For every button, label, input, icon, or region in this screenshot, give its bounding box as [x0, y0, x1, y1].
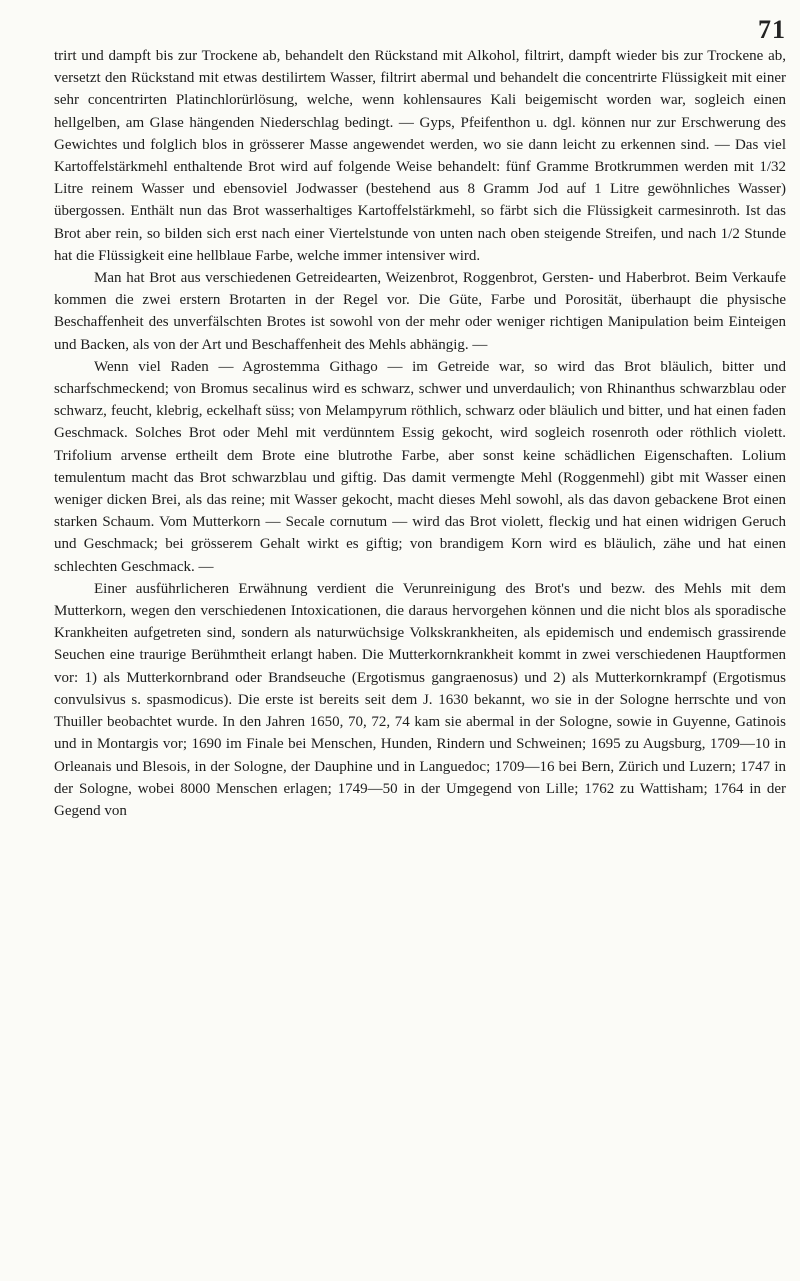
paragraph: trirt und dampft bis zur Trockene ab, behandelt den Rückstand mit Alkohol, filtrirt, dampft wieder bis zur Trockene ab, versetzt den Rückstand mit etwas destilirtem Wasser, filtrirt abermal und behandelt die concentrirte Flüssigkeit mit einer sehr concentrirten Platinchlorürlösung, welche, wenn kohlensaures Kali beigemischt worden war, sogleich einen hellgelben, am Glase hängenden Niederschlag bedingt. — Gyps, Pfeifenthon u. dgl. können nur zur Erschwerung des Gewichtes und folglich blos in grösserer Masse angewendet werden, wo sie dann leicht zu erkennen sind. — Das viel Kartoffelstärkmehl enthaltende Brot wird auf folgende Weise behandelt: fünf Gramme Brotkrummen werden mit 1/32 Litre reinem Wasser und ebensoviel Jodwasser (bestehend aus 8 Gramm Jod auf 1 Litre gewöhnliches Wasser) übergossen. Enthält nun das Brot wasserhaltiges Kartoffelstärkmehl, so färbt sich die Flüssigkeit carmesinroth. Ist das Brot aber rein, so bilden sich erst nach einer Viertelstunde von unten nach oben steigende Streifen, und nach 1/2 Stunde hat die Flüssigkeit eine hellblaue Farbe, welche immer intensiver wird.	[54, 48, 786, 264]
paragraph: Einer ausführlicheren Erwähnung verdient die Verunreinigung des Brot's und bezw. des Mehls mit dem Mutterkorn, wegen den verschiedenen Intoxicationen, die daraus hervorgehen können und die nicht blos als sporadische Krankheiten aufgetreten sind, sondern als naturwüchsige Volkskrankheiten, als epidemisch und endemisch grassirende Seuchen eine traurige Berühmtheit erlangt haben. Die Mutterkornkrankheit kommt in zwei verschiedenen Hauptformen vor: 1) als Mutterkornbrand oder Brandseuche (Ergotismus gangraenosus) und 2) als Mutterkornkrampf (Ergotismus convulsivus s. spasmodicus). Die erste ist bereits seit dem J. 1630 bekannt, wo sie in der Sologne herrschte und von Thuiller beobachtet wurde. In den Jahren 1650, 70, 72, 74 kam sie abermal in der Sologne, sowie in Guyenne, Gatinois und in Montargis vor; 1690 im Finale bei Menschen, Hunden, Rindern und Schweinen; 1695 zu Augsburg, 1709—10 in Orleanais und Blesois, in der Sologne, der Dauphine und in Languedoc; 1709—16 bei Bern, Zürich und Luzern; 1747 in der Sologne, wobei 8000 Menschen erlagen; 1749—50 in der Umgegend von Lille; 1762 zu Wattisham; 1764 in der Gegend von	[54, 580, 786, 819]
paragraph: Man hat Brot aus verschiedenen Getreidearten, Weizenbrot, Roggenbrot, Gersten- und Haberbrot. Beim Verkaufe kommen die zwei erstern Brotarten in der Regel vor. Die Güte, Farbe und Porosität, überhaupt die physische Beschaffenheit des unverfälschten Brotes ist sowohl von der mehr oder weniger richtigen Manipulation beim Einteigen und Backen, als von der Art und Beschaffenheit des Mehls abhängig. —	[54, 270, 786, 353]
page-number: 71	[758, 15, 786, 44]
body-text	[54, 45, 786, 822]
paragraph: Wenn viel Raden — Agrostemma Githago — im Getreide war, so wird das Brot bläulich, bitter und scharfschmeckend; von Bromus secalinus wird es schwarz, schwer und unverdaulich; von Rhinanthus schwarzblau oder schwarz, feucht, klebrig, eckelhaft süss; von Melampyrum röthlich, schwarz oder bläulich und bitter, und hat einen faden Geschmack. Solches Brot oder Mehl mit verdünntem Essig gekocht, wird sogleich rosenroth oder röthlich violett. Trifolium arvense ertheilt dem Brote eine blutrothe Farbe, aber sonst keine schädlichen Eigenschaften. Lolium temulentum macht das Brot schwarzblau und giftig. Das damit vermengte Mehl (Roggenmehl) gibt mit Wasser einen weniger dicken Brei, als das reine; mit Wasser gekocht, macht dieses Mehl sowohl, als das davon gebackene Brot einen starken Schaum. Vom Mutterkorn — Secale cornutum — wird das Brot violett, fleckig und hat einen widrigen Geruch und Geschmack; bei grösserem Gehalt wirkt es giftig; von brandigem Korn wird es bläulich, zähe und hat einen schlechten Geschmack. —	[54, 358, 786, 575]
